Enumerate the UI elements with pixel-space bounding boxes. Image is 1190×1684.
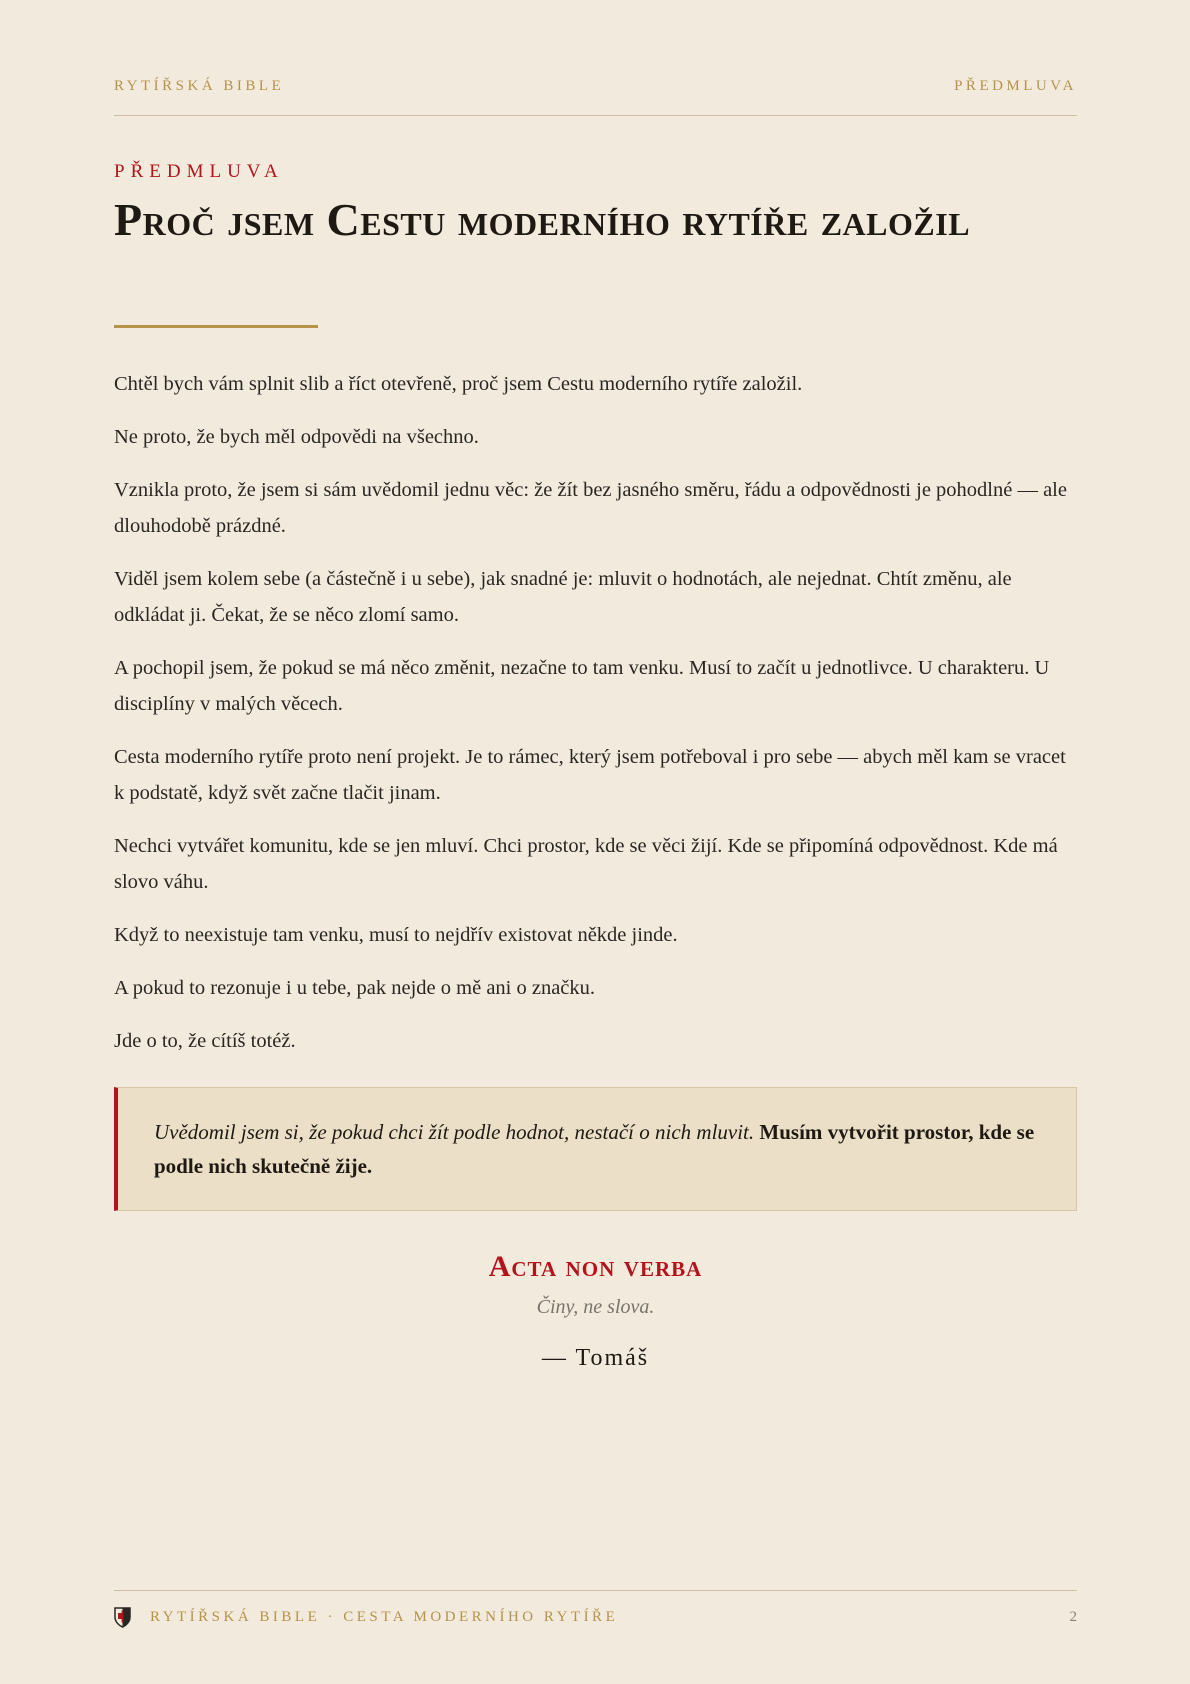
shield-icon [114,1606,131,1628]
paragraph: Cesta moderního rytíře proto není projekt. Je to rámec, který jsem potřeboval i pro sebe — abych měl kam se vracet k podstatě, když svět začne tlačit jinam. [114,746,1066,804]
page-title: Proč jsem Cestu moderního rytíře založil [114,194,971,245]
header-divider [114,115,1077,116]
page-footer [114,1606,1077,1628]
callout-bold-text: Musím vytvořit prostor, kde se podle nich skutečně žije. [154,1120,1035,1178]
body-text [114,366,1077,1076]
paragraph: Jde o to, že cítíš totéž. [114,1030,296,1052]
motto-translation: Činy, ne slova. [536,1296,655,1318]
callout-italic-text: Uvědomil jsem si, že pokud chci žít podle hodnot, nestačí o nich mluvit. [154,1120,755,1144]
paragraph: A pochopil jsem, že pokud se má něco změnit, nezačne to tam venku. Musí to začít u jednotlivce. U charakteru. U disciplíny v malých věcech. [114,657,1050,715]
title-underline [114,325,318,328]
paragraph: Ne proto, že bych měl odpovědi na všechno. [114,426,479,448]
paragraph: A pokud to rezonuje i u tebe, pak nejde o mě ani o značku. [114,977,596,999]
footer-divider [114,1590,1077,1591]
paragraph: Když to neexistuje tam venku, musí to nejdřív existovat někde jinde. [114,924,678,946]
motto: Acta non verba [488,1250,703,1283]
paragraph: Vznikla proto, že jsem si sám uvědomil jednu věc: že žít bez jasného směru, řádu a odpovědnosti je pohodlné — ale dlouhodobě prázdné. [114,479,1067,537]
running-header-left: RYTÍŘSKÁ BIBLE [114,78,285,94]
paragraph: Nechci vytvářet komunitu, kde se jen mluví. Chci prostor, kde se věci žijí. Kde se připomíná odpovědnost. Kde má slovo váhu. [114,835,1058,893]
footer-branding [114,1606,618,1628]
signature: — Tomáš [541,1345,650,1371]
paragraph: Viděl jsem kolem sebe (a částečně i u sebe), jak snadné je: mluvit o hodnotách, ale nejednat. Chtít změnu, ale odkládat ji. Čekat, že se něco zlomí samo. [114,568,1012,626]
footer-text: RYTÍŘSKÁ BIBLE · CESTA MODERNÍHO RYTÍŘE [150,1608,619,1625]
document-page [114,0,1077,1684]
section-kicker: PŘEDMLUVA [114,161,284,182]
paragraph: Chtěl bych vám splnit slib a říct otevřeně, proč jsem Cestu moderního rytíře založil. [114,373,803,395]
running-header [114,78,1077,95]
page-number: 2 [1069,1608,1077,1625]
quote-callout [114,1087,1077,1211]
running-header-right: PŘEDMLUVA [954,78,1077,94]
